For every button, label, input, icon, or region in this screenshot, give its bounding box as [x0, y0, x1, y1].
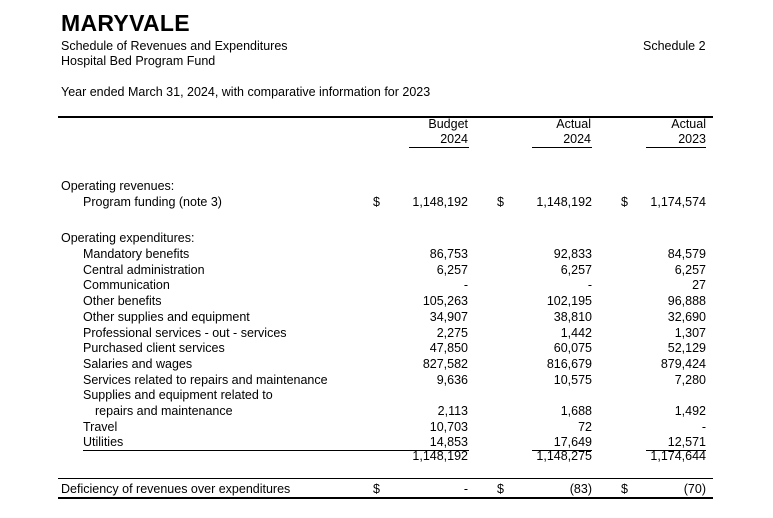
expenditure-row-label: Utilities	[83, 435, 124, 449]
expenditure-value-budget-2024: 6,257	[436, 263, 468, 277]
expenditure-value-actual-2024: -	[587, 278, 592, 292]
revenue-value-budget-2024: 1,148,192	[412, 195, 468, 209]
expenditure-row-label: Supplies and equipment related to	[83, 388, 273, 402]
expenditure-row-label: Travel	[83, 420, 118, 434]
expenditure-value-actual-2023: 1,492	[674, 404, 706, 418]
expenditure-row-label: Professional services - out - services	[83, 326, 287, 340]
expenditure-value-actual-2023: 7,280	[674, 373, 706, 387]
column-underline-budget	[409, 147, 469, 148]
expenditure-value-actual-2024: 17,649	[553, 435, 592, 449]
expenditure-value-budget-2024: 14,853	[429, 435, 468, 449]
column-header-line2: 2024	[563, 132, 591, 146]
deficiency-budget-2024: -	[463, 482, 468, 496]
expenditure-row-label: Mandatory benefits	[83, 247, 190, 261]
expenditure-value-budget-2024: 86,753	[429, 247, 468, 261]
expenditure-row-label: Salaries and wages	[83, 357, 193, 371]
deficiency-top-rule	[58, 478, 713, 479]
expenditure-value-actual-2023: 6,257	[674, 263, 706, 277]
expenditure-value-actual-2024: 38,810	[553, 310, 592, 324]
expenditure-value-actual-2024: 10,575	[553, 373, 592, 387]
column-header-line1: Budget	[428, 117, 468, 131]
expenditure-row-label: Services related to repairs and maintenance	[83, 373, 328, 387]
expenditure-value-budget-2024: 47,850	[429, 341, 468, 355]
deficiency-label: Deficiency of revenues over expenditures	[61, 482, 291, 496]
expenditure-row-label: Other supplies and equipment	[83, 310, 250, 324]
column-underline-actual-2024	[532, 147, 592, 148]
currency-symbol: $	[373, 482, 380, 496]
currency-symbol: $	[497, 482, 504, 496]
expenditures-heading: Operating expenditures:	[61, 231, 195, 245]
expenditure-row-label: Purchased client services	[83, 341, 225, 355]
expenditure-value-actual-2023: 1,307	[674, 326, 706, 340]
expenditure-value-actual-2023: 84,579	[667, 247, 706, 261]
expenditure-value-actual-2024: 816,679	[546, 357, 592, 371]
expenditure-value-actual-2023: 27	[692, 278, 706, 292]
expenditure-value-budget-2024: 2,275	[436, 326, 468, 340]
column-header-line1: Actual	[671, 117, 706, 131]
column-header-line2: 2023	[678, 132, 706, 146]
revenue-value-actual-2023: 1,174,574	[650, 195, 706, 209]
expenditure-value-budget-2024: 34,907	[429, 310, 468, 324]
expenditure-value-actual-2024: 102,195	[546, 294, 592, 308]
expenditure-row-label: repairs and maintenance	[95, 404, 233, 418]
statement-title: Schedule of Revenues and Expenditures	[61, 39, 288, 53]
expenditure-value-actual-2024: 6,257	[560, 263, 592, 277]
period-description: Year ended March 31, 2024, with comparative information for 2023	[61, 85, 431, 99]
revenue-value-actual-2024: 1,148,192	[536, 195, 592, 209]
expenditure-row-label: Other benefits	[83, 294, 162, 308]
total-expenditures-budget-2024: 1,148,192	[412, 449, 468, 463]
expenditure-value-actual-2024: 60,075	[553, 341, 592, 355]
expenditure-value-actual-2023: 879,424	[660, 357, 706, 371]
expenditure-value-budget-2024: 10,703	[429, 420, 468, 434]
deficiency-actual-2024: (83)	[569, 482, 592, 496]
deficiency-actual-2023: (70)	[683, 482, 706, 496]
column-header-budget-2024	[358, 117, 468, 147]
currency-symbol: $	[497, 195, 504, 209]
expenditure-value-actual-2023: 12,571	[667, 435, 706, 449]
expenditure-value-budget-2024: 9,636	[436, 373, 468, 387]
fund-name: Hospital Bed Program Fund	[61, 54, 216, 68]
expenditure-value-budget-2024: 827,582	[422, 357, 468, 371]
column-header-actual-2024	[481, 117, 591, 147]
column-underline-actual-2023	[646, 147, 706, 148]
expenditure-value-budget-2024: 2,113	[437, 404, 468, 418]
expenditure-value-budget-2024: -	[463, 278, 468, 292]
schedule-number: Schedule 2	[643, 39, 706, 53]
expenditure-value-actual-2023: 32,690	[667, 310, 706, 324]
total-expenditures-actual-2023: 1,174,644	[650, 449, 706, 463]
entity-title: MARYVALE	[61, 10, 190, 36]
expenditure-value-budget-2024: 105,263	[422, 294, 468, 308]
currency-symbol: $	[621, 195, 628, 209]
total-expenditures-actual-2024: 1,148,275	[536, 449, 592, 463]
expenditure-row-label: Central administration	[83, 263, 205, 277]
currency-symbol: $	[621, 482, 628, 496]
expenditure-value-actual-2023: -	[701, 420, 706, 434]
expenditure-value-actual-2023: 52,129	[667, 341, 706, 355]
column-header-line2: 2024	[440, 132, 468, 146]
expenditure-row-label: Communication	[83, 278, 170, 292]
column-header-line1: Actual	[556, 117, 591, 131]
currency-symbol: $	[373, 195, 380, 209]
expenditure-value-actual-2024: 92,833	[553, 247, 592, 261]
deficiency-bottom-rule	[58, 497, 713, 499]
expenditure-value-actual-2024: 1,688	[560, 404, 592, 418]
column-header-actual-2023	[596, 117, 706, 147]
revenue-row-label: Program funding (note 3)	[83, 195, 222, 209]
expenditure-value-actual-2023: 96,888	[667, 294, 706, 308]
expenditure-value-actual-2024: 1,442	[560, 326, 592, 340]
revenues-heading: Operating revenues:	[61, 179, 175, 193]
expenditure-value-actual-2024: 72	[578, 420, 592, 434]
